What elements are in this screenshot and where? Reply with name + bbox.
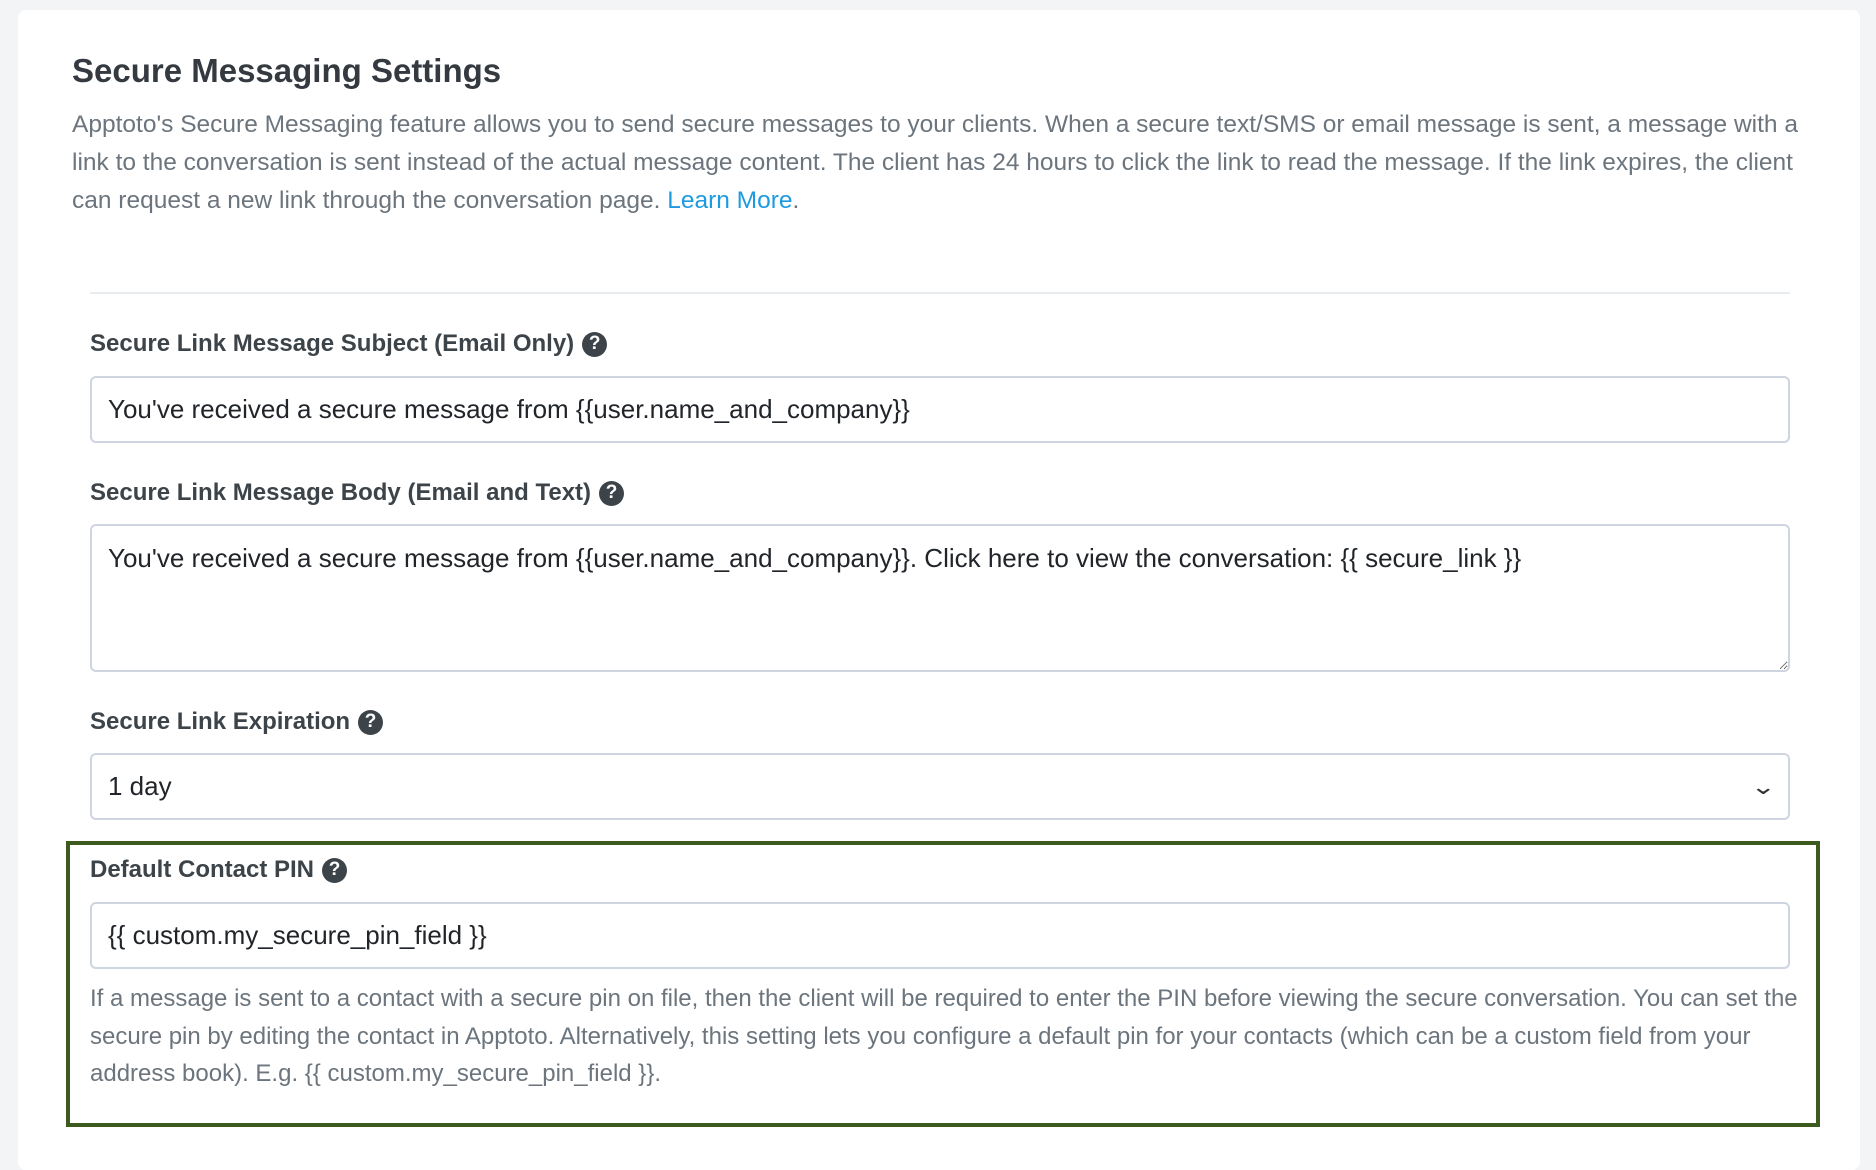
help-icon[interactable]: ? — [582, 332, 607, 357]
learn-more-link[interactable]: Learn More — [667, 187, 793, 214]
expiration-label — [90, 708, 383, 736]
pin-label — [90, 856, 347, 884]
body-textarea[interactable] — [90, 524, 1790, 672]
divider — [90, 292, 1790, 294]
expiration-value: 1 day — [108, 771, 172, 801]
intro-body: Apptoto's Secure Messaging feature allows you to send secure messages to your clients. When a secure text/SMS or email message is sent, a message with a link to the conversation is sent instead of the actual message content. The client has 24 hours to click the link to read the message. If the link expires, the client can request a new link through the conversation page. — [72, 111, 1798, 214]
help-icon[interactable]: ? — [358, 710, 383, 735]
help-icon[interactable]: ? — [599, 481, 624, 506]
expiration-select[interactable] — [90, 753, 1790, 820]
body-label — [90, 479, 624, 507]
pin-label-text: Default Contact PIN — [90, 856, 315, 883]
subject-label — [90, 330, 607, 358]
subject-label-text: Secure Link Message Subject (Email Only) — [90, 330, 575, 357]
expiration-label-text: Secure Link Expiration — [90, 708, 351, 735]
intro-end: . — [792, 187, 800, 214]
chevron-down-icon: ⌄ — [1749, 773, 1776, 799]
pin-help-text: If a message is sent to a contact with a secure pin on file, then the client will be required to enter the PIN before viewing the secure conversation. You can set the secure pin by editing the contact in Apptoto. Alternatively, this setting lets you configure a default pin for your contacts (which can be a custom field from your address book). E.g. {{ custom.my_secure_pin_field }}. — [90, 985, 1798, 1087]
pin-input[interactable] — [90, 902, 1790, 969]
help-icon[interactable]: ? — [322, 858, 347, 883]
body-label-text: Secure Link Message Body (Email and Text) — [90, 479, 592, 506]
intro-text — [72, 106, 1832, 220]
page-title: Secure Messaging Settings — [72, 52, 502, 89]
subject-input[interactable] — [90, 376, 1790, 443]
